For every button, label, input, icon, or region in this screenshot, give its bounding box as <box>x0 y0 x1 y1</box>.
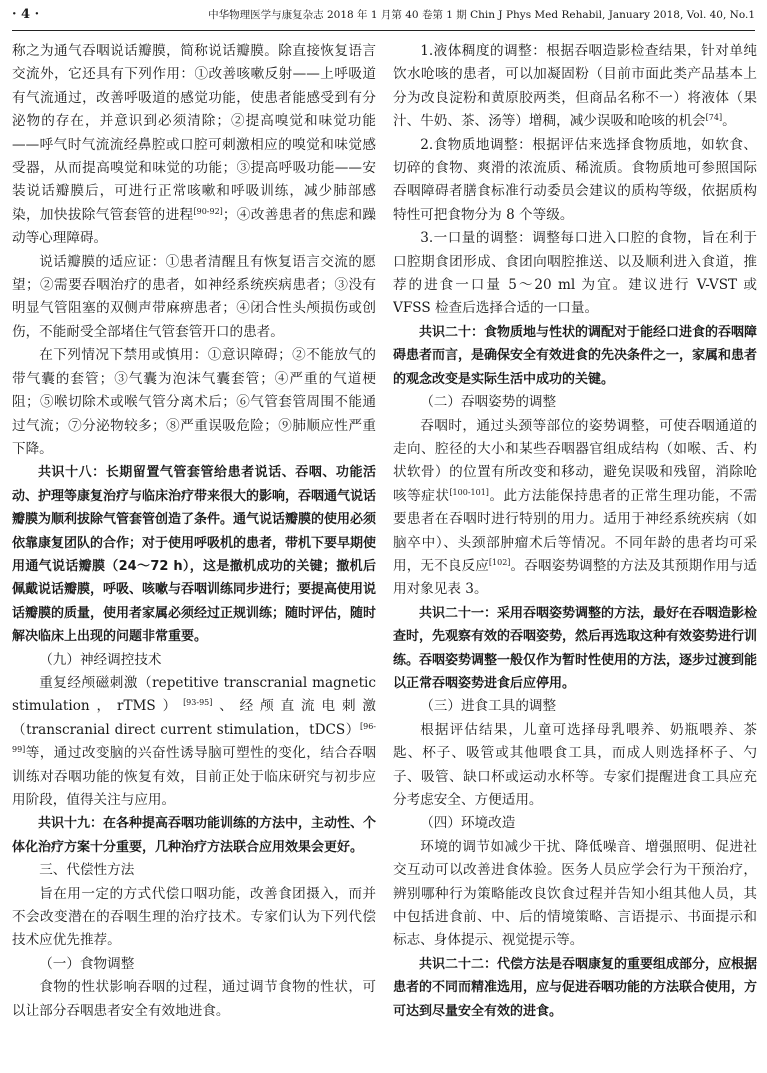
paragraph-posture: 吞咽时，通过头颈等部位的姿势调整，可使吞咽通道的走向、腔径的大小和某些吞咽器官组成结构（如喉、舌、杓状软骨）的位置有所改变和移动，避免误吸和残留，消除呛咳等症状[100-101]。此方法能保持患者的正常生理功能，不需要患者在吞咽时进行特别的用力。适用于神经系统疾病（如脑卒中）、头颈部肿瘤术后等情况。不同年龄的患者均可采用，无不良反应[102]。吞咽姿势调整的方法及其预期作用与适用对象见表 3。 <box>393 417 757 598</box>
paragraph-compensatory-intro: 旨在用一定的方式代偿口咽功能，改善食团摄入，而并不会改变潜在的吞咽生理的治疗技术。专家们认为下列代偿技术应优先推荐。 <box>12 885 376 949</box>
section-heading-compensatory: 三、代偿性方法 <box>39 862 135 879</box>
page-header <box>12 0 755 31</box>
paragraph-bolus-volume: 3.一口量的调整：调整每口进入口腔的食物，旨在利于口腔期食团形成、食团向咽腔推送、以及顺利进入食道，推荐的进食一口量 5～20 ml 为宜。建议进行 V-VST 或 VFSS 检查后选择合适的一口量。 <box>393 230 757 317</box>
paragraph-liquid-consistency: 1.液体稠度的调整：根据吞咽造影检查结果，针对单纯饮水呛咳的患者，可以加凝固粉（目前市面此类产品基本上分为改良淀粉和黄原胶两类，但商品名称不一）将液体（果汁、牛奶、茶、汤等）增稠，减少误吸和呛咳的机会[74]。 <box>393 43 757 130</box>
section-heading-food-adjustment: （一）食物调整 <box>39 955 135 972</box>
section-heading-posture: （二）吞咽姿势的调整 <box>420 394 557 411</box>
journal-citation: 中华物理医学与康复杂志 2018 年 1 月第 40 卷第 1 期 Chin J Phys Med Rehabil, January 2018, Vol. 40, No.1 <box>208 9 755 21</box>
consensus-22: 共识二十二：代偿方法是吞咽康复的重要组成部分，应根据患者的不同而精准选用，应与促进吞咽功能的方法联合使用，方可达到尽量安全有效的进食。 <box>393 956 757 1019</box>
paragraph-food-adjustment: 食物的性状影响吞咽的过程，通过调节食物的性状，可以让部分吞咽患者安全有效地进食。 <box>12 979 376 1019</box>
paragraph-feeding-tools: 根据评估结果，儿童可选择母乳喂养、奶瓶喂养、茶匙、杯子、吸管或其他喂食工具，而成人则选择杯子、勺子、吸管、缺口杯或运动水杯等。专家们提醒进食工具应充分考虑安全、方便适用。 <box>393 721 757 808</box>
consensus-19: 共识十九：在各种提高吞咽功能训练的方法中，主动性、个体化治疗方案十分重要，几种治疗方法联合应用效果会更好。 <box>12 816 376 855</box>
paragraph-food-texture: 2.食物质地调整：根据评估来选择食物质地，如软食、切碎的食物、爽滑的浓流质、稀流质。食物质地可参照国际吞咽障碍者膳食标准行动委员会建议的质构等级，依据质构特性可把食物分为 8 个等级。 <box>393 136 757 223</box>
section-heading-feeding-tools: （三）进食工具的调整 <box>420 698 557 715</box>
citation-ref: [93-95] <box>183 698 213 708</box>
consensus-18: 共识十八：长期留置气管套管给患者说话、吞咽、功能活动、护理等康复治疗与临床治疗带来很大的影响，吞咽通气说话瓣膜为顺利拔除气管套管创造了条件。通气说话瓣膜的使用必须依靠康复团队的合作；对于使用呼吸机的患者，带机下要早期使用通气说话瓣膜（24～72 h），这是撤机成功的关键；撤机后佩戴说话瓣膜，呼吸、咳嗽与吞咽训练同步进行；要提高使用说话瓣膜的质量，使用者家属必须经过正规训练；随时评估，随时解决临床上出现的问题非常重要。 <box>12 465 376 645</box>
paragraph-environment: 环境的调节如减少干扰、降低噪音、增强照明、促进社交互动可以改善进食体验。医务人员应学会行为干预治疗，辨别哪种行为策略能改良饮食过程并告知小组其他人员，其中包括进食前、中、后的情境策略、言语提示、书面提示和标志、身体提示、视觉提示等。 <box>393 838 757 949</box>
citation-ref: [74] <box>705 113 723 123</box>
paragraph-contraindications: 在下列情况下禁用或慎用：①意识障碍；②不能放气的带气囊的套管；③气囊为泡沫气囊套管；④严重的气道梗阻；⑤喉切除术或喉气管分离术后；⑥气管套管周围不能通过气流；⑦分泌物较多；⑧严重误吸危险；⑨肺顺应性严重下降。 <box>12 347 376 457</box>
paragraph-indications: 说话瓣膜的适应证：①患者清醒且有恢复语言交流的愿望；②需要吞咽治疗的患者，如神经系统疾病患者；③没有明显气管阻塞的双侧声带麻痹患者；④闭合性头颅损伤或创伤，不能耐受全部堵住气管套管开口的患者。 <box>12 253 376 340</box>
paragraph-neuromodulation: 重复经颅磁刺激（repetitive transcranial magnetic stimulation，rTMS）[93-95]、经颅直流电刺激（transcranial direct current stimulation，tDCS）[96-99]等，通过改变脑的兴奋性诱导脑可塑性的变化，结合吞咽训练对吞咽功能的恢复有效，目前正处于临床研究与初步应用阶段，值得关注与应用。 <box>12 674 376 808</box>
paragraph-speaking-valve-functions: 称之为通气吞咽说话瓣膜，简称说话瓣膜。除直接恢复语言交流外，它还具有下列作用：①改善咳嗽反射——上呼吸道有气流通过，改善呼吸道的感觉功能，使患者能感受到有分泌物的存在，并意识到必须清除；②提高嗅觉和味觉功能——呼气时气流流经鼻腔或口腔可刺激相应的嗅觉和味觉感受器，从而提高嗅觉和味觉的功能；③提高呼吸功能——安装说话瓣膜后，可进行正常咳嗽和呼吸训练，减少肺部感染，加快拔除气管套管的进程[90-92]；④改善患者的焦虑和躁动等心理障碍。 <box>12 43 376 247</box>
consensus-20: 共识二十：食物质地与性状的调配对于能经口进食的吞咽障碍患者而言，是确保安全有效进食的先决条件之一，家属和患者的观念改变是实际生活中成功的关键。 <box>393 324 757 387</box>
citation-ref: [102] <box>488 557 511 567</box>
citation-ref: [100-101] <box>449 487 489 497</box>
page-number: · 4 · <box>12 7 40 22</box>
section-heading-environment: （四）环境改造 <box>420 815 516 832</box>
citation-ref: [96-99] <box>12 721 376 755</box>
citation-ref: [90-92] <box>193 206 223 216</box>
right-column <box>393 40 757 1065</box>
consensus-21: 共识二十一：采用吞咽姿势调整的方法，最好在吞咽造影检查时，先观察有效的吞咽姿势，然后再选取这种有效姿势进行训练。吞咽姿势调整一般仅作为暂时性使用的方法，逐步过渡到能以正常吞咽姿势进食后应停用。 <box>393 605 757 691</box>
section-heading-neuromodulation: （九）神经调控技术 <box>39 651 162 668</box>
left-column <box>12 40 376 1065</box>
